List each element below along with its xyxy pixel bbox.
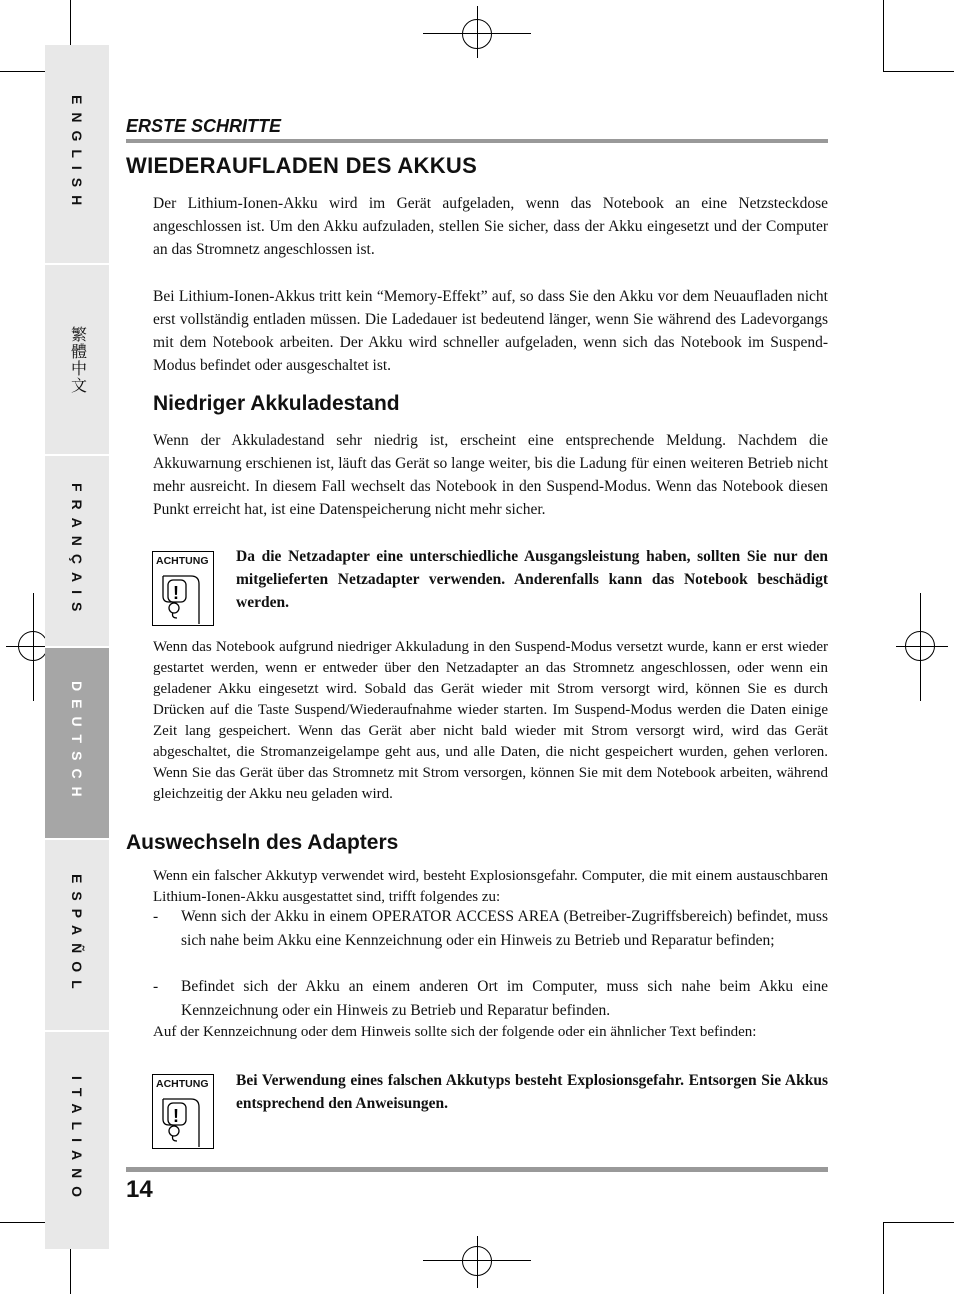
bullet-text: Wenn sich der Akku in einem OPERATOR ACCESS AREA (Betreiber-Zugriffsbereich) befindet, muss sich nahe beim Akku eine Kennzeichnung oder ein Hinweis zu Betrieb und Reparatur befinden; bbox=[181, 908, 828, 949]
tab-label: 繁體中文 bbox=[68, 325, 86, 394]
footer-rule bbox=[126, 1167, 828, 1172]
paragraph-suspend: Wenn das Notebook aufgrund niedriger Akkuladung in den Suspend-Modus versetzt wurde, kann er erst wieder gestartet werden, wenn er entweder über den Netzadapter an das Stromnetz angeschlossen, oder wenn ein geladener Akku eingesetzt wird. Sobald das Gerät wieder mit Strom versorgt wird, können Sie es durch Drücken auf die Taste Suspend/Wiederaufnahme wieder starten. Im Suspend-Modus werden die Daten einige Zeit lang gespeichert. Wenn das Gerät aber nicht bald wieder mit Strom versorgt wird, wird das Gerät abgeschaltet, die Stromanzeigelampe geht aus, und alle Daten, die nicht gespeichert wurden, gehen verloren. Wenn Sie das Gerät über das Stromnetz mit Strom versorgen, können Sie mit dem Notebook arbeiten, während gleichzeitig der Akku neu geladen wird. bbox=[153, 639, 828, 802]
warning-text-battery: Bei Verwendung eines falschen Akkutyps besteht Explosionsgefahr. Entsorgen Sie Akkus entsprechend den Anweisungen. bbox=[236, 1072, 828, 1112]
paragraph-low-battery: Wenn der Akkuladestand sehr niedrig ist, erscheint eine entsprechende Meldung. Nachdem die Akkuwarnung erschienen ist, läuft das Gerät so lange weiter, bis die Ladung für einen weiteren Betrieb nicht mehr ausreicht. In diesem Fall wechselt das Notebook in den Suspend-Modus. Wenn das Notebook diesen Punkt erreicht hat, ist eine Datenspeicherung nicht mehr sicher. bbox=[153, 432, 828, 518]
warning-icon bbox=[152, 1074, 214, 1149]
heading-low-battery: Niedriger Akkuladestand bbox=[153, 392, 400, 415]
bullet-dash: - bbox=[153, 978, 159, 995]
page-title: WIEDERAUFLADEN DES AKKUS bbox=[126, 153, 478, 178]
bullet-dash: - bbox=[153, 908, 159, 925]
page-number: 14 bbox=[126, 1176, 153, 1203]
tab-label: ESPAÑOL bbox=[69, 873, 85, 997]
warning-label: ACHTUNG bbox=[156, 555, 209, 567]
warning-icon bbox=[152, 551, 214, 626]
section-header: ERSTE SCHRITTE bbox=[126, 116, 282, 136]
header-rule bbox=[126, 139, 828, 143]
warning-label: ACHTUNG bbox=[156, 1078, 209, 1090]
paragraph-adapter-intro: Wenn ein falscher Akkutyp verwendet wird, besteht Explosionsgefahr. Computer, die mit einem austauschbaren Lithium-Ionen-Akku ausgestattet sind, trifft folgendes zu: bbox=[153, 868, 828, 905]
tab-label: ENGLISH bbox=[69, 94, 85, 214]
hand-warning-icon bbox=[159, 1091, 207, 1147]
svg-text:!: ! bbox=[173, 583, 179, 603]
paragraph-memory-effect: Bei Lithium-Ionen-Akkus tritt kein “Memory-Effekt” auf, so dass Sie den Akku vor dem Neuaufladen nicht erst vollständig entladen müssen. Die Ladedauer ist bedeutend länger, wenn Sie während des Ladevorgangs mit dem Notebook arbeiten. Der Akku wird schneller aufgeladen, wenn sich das Notebook im Suspend-Modus befindet oder ausgeschaltet ist. bbox=[153, 288, 828, 374]
svg-text:!: ! bbox=[173, 1106, 179, 1126]
paragraph-charging: Der Lithium-Ionen-Akku wird im Gerät aufgeladen, wenn das Notebook an eine Netzsteckdose angeschlossen ist. Um den Akku aufzuladen, stellen Sie sicher, dass der Akku eingesetzt und der Computer an das Stromnetz angeschlossen ist. bbox=[153, 195, 828, 258]
heading-adapter: Auswechseln des Adapters bbox=[126, 831, 399, 854]
hand-warning-icon bbox=[159, 568, 207, 624]
tab-label: DEUTSCH bbox=[69, 681, 85, 805]
tab-label: FRANÇAIS bbox=[69, 482, 85, 620]
bullet-text: Befindet sich der Akku an einem anderen Ort im Computer, muss sich nahe beim Akku eine Kennzeichnung oder ein Hinweis zu Betrieb und Reparatur befinden. bbox=[181, 978, 828, 1019]
tab-label: ITALIANO bbox=[69, 1075, 85, 1206]
paragraph-adapter-outro: Auf der Kennzeichnung oder dem Hinweis sollte sich der folgende oder ein ähnlicher Text befinden: bbox=[153, 1024, 757, 1040]
warning-text-adapter: Da die Netzadapter eine unterschiedliche Ausgangsleistung haben, sollten Sie nur den mitgelieferten Netzadapter verwenden. Anderenfalls kann das Notebook beschädigt werden. bbox=[236, 548, 828, 611]
